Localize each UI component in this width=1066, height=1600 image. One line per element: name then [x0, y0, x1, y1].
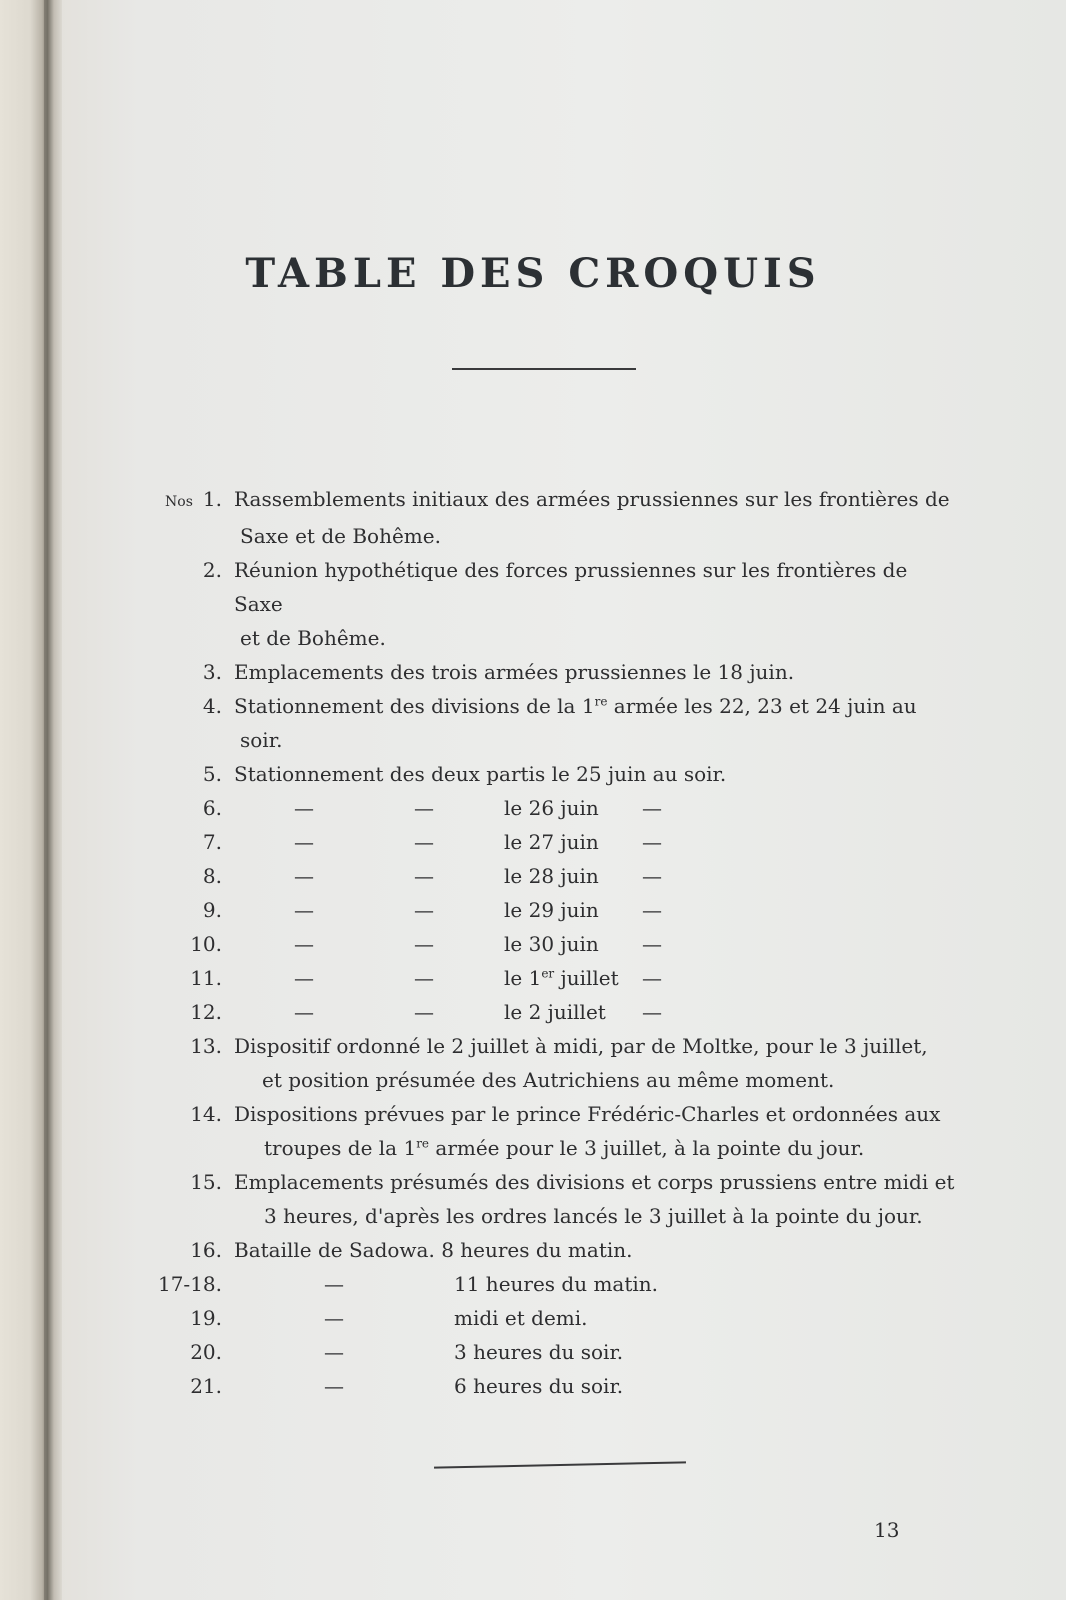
list-item: [140, 1097, 960, 1131]
list-item: [140, 757, 960, 791]
entry-text: Stationnement des divisions de la 1: [234, 694, 595, 718]
entry-text: Rassemblements initiaux des armées prussiennes sur les frontières de: [234, 487, 950, 511]
ditto-mark: —: [642, 796, 662, 820]
ditto-mark: —: [642, 830, 662, 854]
entry-number: 17-18.: [157, 1272, 222, 1296]
ditto-mark: —: [324, 1272, 344, 1296]
list-item: [140, 1233, 960, 1267]
list-item: [140, 893, 960, 927]
ditto-mark: —: [414, 830, 434, 854]
page-title: TABLE DES CROQUIS: [245, 250, 821, 297]
entry-number: 7.: [202, 830, 222, 854]
list-item: [140, 1335, 960, 1369]
entry-number: 21.: [190, 1374, 222, 1398]
entry-continuation: et de Bohême.: [240, 626, 386, 650]
list-item: [140, 1369, 960, 1403]
entry-continuation: armée pour le 3 juillet, à la pointe du jour.: [429, 1136, 865, 1160]
title-rule: [452, 368, 636, 370]
entry-number: 20.: [190, 1340, 222, 1364]
ditto-mark: —: [414, 932, 434, 956]
list-item: [140, 859, 960, 893]
list-item: [140, 655, 960, 689]
ditto-mark: —: [642, 1000, 662, 1024]
superscript: re: [594, 694, 608, 709]
entry-number: 10.: [190, 932, 222, 956]
ditto-mark: —: [324, 1340, 344, 1364]
entry-number: 16.: [190, 1238, 222, 1262]
entry-continuation: Saxe et de Bohême.: [240, 524, 441, 548]
entry-continuation: et position présumée des Autrichiens au même moment.: [262, 1068, 835, 1092]
entry-text: Bataille de Sadowa. 8 heures du matin.: [234, 1238, 633, 1262]
entry-number: 6.: [202, 796, 222, 820]
entry-text: Réunion hypothétique des forces prussiennes sur les frontières de Saxe: [234, 558, 908, 616]
entry-date: le 27 juin: [504, 830, 599, 854]
ditto-mark: —: [414, 796, 434, 820]
entry-date: le 1: [504, 966, 542, 990]
ditto-mark: —: [324, 1374, 344, 1398]
ditto-mark: —: [414, 1000, 434, 1024]
entry-date: le 30 juin: [504, 932, 599, 956]
entry-text: armée les 22, 23 et 24 juin au: [607, 694, 917, 718]
entry-continuation: soir.: [240, 728, 283, 752]
entry-date: le 28 juin: [504, 864, 599, 888]
ditto-mark: —: [294, 796, 314, 820]
ditto-mark: —: [294, 932, 314, 956]
ditto-mark: —: [294, 966, 314, 990]
entry-continuation: 3 heures, d'après les ordres lancés le 3 juillet à la pointe du jour.: [264, 1204, 923, 1228]
entry-date: le 29 juin: [504, 898, 599, 922]
list-item: [140, 482, 960, 519]
page-number: 13: [874, 1518, 900, 1542]
entry-text: Stationnement des deux partis le 25 juin au soir.: [234, 762, 727, 786]
entry-time: 6 heures du soir.: [454, 1374, 624, 1398]
ditto-mark: —: [414, 966, 434, 990]
superscript: re: [416, 1136, 430, 1151]
ditto-mark: —: [642, 898, 662, 922]
entry-date: le 2 juillet: [504, 1000, 606, 1024]
list-item: [140, 1165, 960, 1199]
entry-prefix: Nos: [165, 494, 193, 510]
entry-text: Dispositif ordonné le 2 juillet à midi, par de Moltke, pour le 3 juillet,: [234, 1034, 928, 1058]
entry-number: 4.: [202, 694, 222, 718]
entry-time: 11 heures du matin.: [454, 1272, 659, 1296]
list-item: [140, 1301, 960, 1335]
list-item: [140, 1267, 960, 1301]
ditto-mark: —: [414, 864, 434, 888]
list-item: [140, 1029, 960, 1063]
list-item: [140, 995, 960, 1029]
ditto-mark: —: [414, 898, 434, 922]
entry-text: Emplacements présumés des divisions et corps prussiens entre midi et: [234, 1170, 955, 1194]
closing-rule: [434, 1461, 686, 1468]
ditto-mark: —: [294, 1000, 314, 1024]
ditto-mark: —: [294, 898, 314, 922]
entry-number: 14.: [190, 1102, 222, 1126]
entry-date: le 26 juin: [504, 796, 599, 820]
entry-number: 15.: [190, 1170, 222, 1194]
ditto-mark: —: [642, 932, 662, 956]
list-item: [140, 961, 960, 995]
list-item: [140, 553, 960, 621]
entry-date: juillet: [554, 966, 619, 990]
entry-number: 1.: [202, 487, 222, 511]
entry-text: Emplacements des trois armées prussiennes le 18 juin.: [234, 660, 795, 684]
entry-continuation: troupes de la 1: [264, 1136, 417, 1160]
book-binding: [0, 0, 62, 1600]
entry-number: 2.: [202, 558, 222, 582]
entry-time: 3 heures du soir.: [454, 1340, 624, 1364]
entry-number: 5.: [202, 762, 222, 786]
entry-time: midi et demi.: [454, 1306, 588, 1330]
sketch-list: [140, 482, 960, 1403]
list-item: [140, 791, 960, 825]
list-item: [140, 689, 960, 723]
entry-number: 8.: [202, 864, 222, 888]
entry-number: 19.: [190, 1306, 222, 1330]
ditto-mark: —: [642, 864, 662, 888]
entry-text: Dispositions prévues par le prince Frédéric-Charles et ordonnées aux: [234, 1102, 941, 1126]
ditto-mark: —: [294, 830, 314, 854]
superscript: er: [541, 966, 555, 981]
entry-number: 11.: [190, 966, 222, 990]
ditto-mark: —: [294, 864, 314, 888]
ditto-mark: —: [324, 1306, 344, 1330]
binding-gutter: [44, 0, 48, 1600]
entry-number: 12.: [190, 1000, 222, 1024]
ditto-mark: —: [642, 966, 662, 990]
entry-number: 3.: [202, 660, 222, 684]
entry-number: 9.: [202, 898, 222, 922]
list-item: [140, 825, 960, 859]
list-item: [140, 927, 960, 961]
entry-number: 13.: [190, 1034, 222, 1058]
